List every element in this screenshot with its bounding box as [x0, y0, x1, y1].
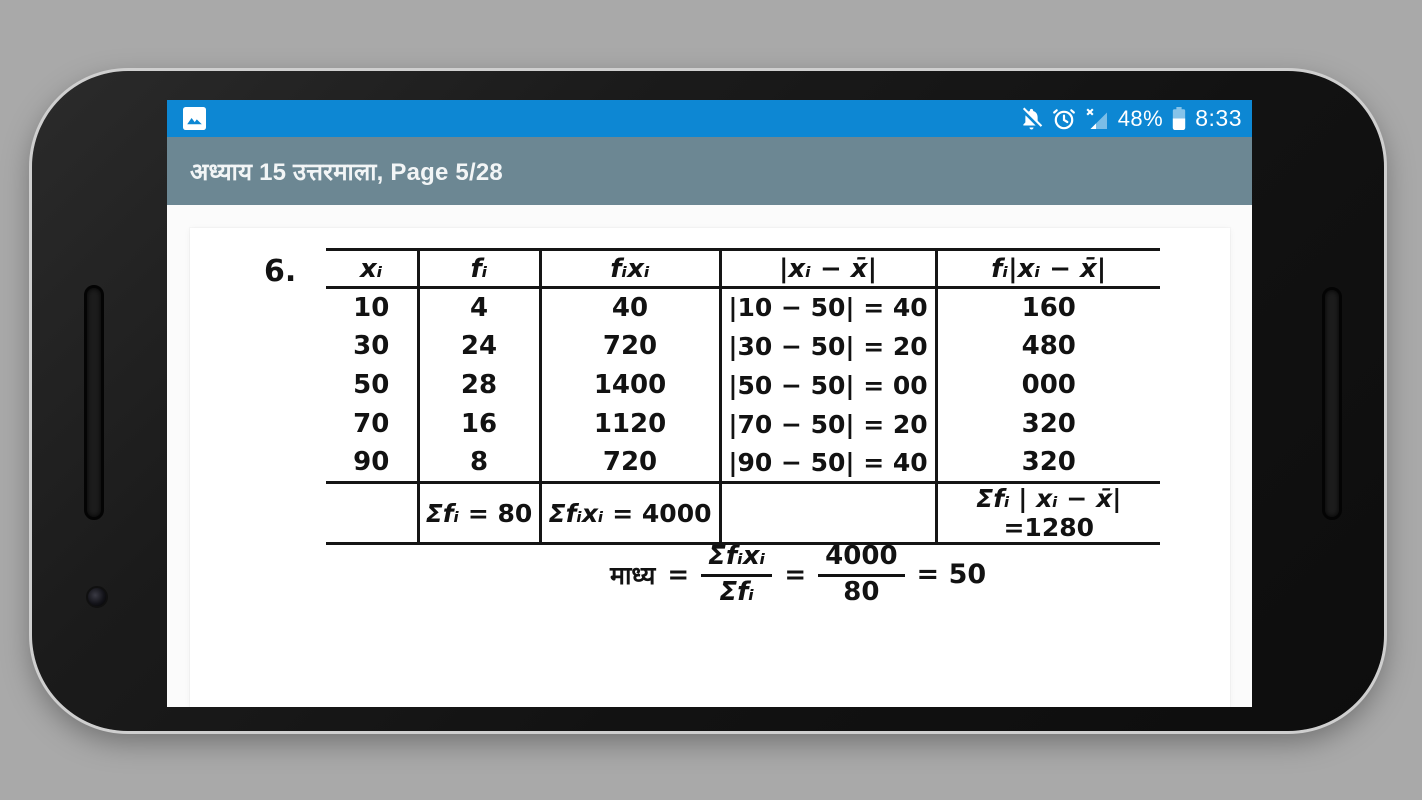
mean-formula	[610, 542, 986, 608]
cell: 70	[353, 409, 390, 439]
document-page	[190, 228, 1230, 707]
table-row	[326, 366, 1160, 405]
cell	[720, 483, 936, 544]
status-bar-right-cluster	[1020, 105, 1242, 132]
cell: 40	[540, 288, 720, 327]
document-viewport[interactable]	[167, 205, 1252, 707]
table-row	[326, 327, 1160, 366]
total-fi-abs-dev: Σfᵢ | xᵢ − x̄| =1280	[936, 483, 1160, 544]
cellular-signal-x-icon	[1085, 107, 1109, 131]
formula-result: = 50	[916, 559, 987, 591]
header-fi: fᵢ	[418, 250, 540, 288]
cell: 4	[418, 288, 540, 327]
table-row	[326, 288, 1160, 327]
app-header	[167, 137, 1252, 205]
cell: 720	[540, 444, 720, 483]
phone-screen	[167, 100, 1252, 707]
cell: 8	[418, 444, 540, 483]
mean-label: माध्य	[610, 561, 656, 590]
gallery-icon	[183, 107, 206, 130]
cell: 000	[936, 366, 1160, 405]
cell: 1120	[540, 405, 720, 444]
cell: |50 − 50| = 00	[720, 366, 936, 405]
total-fi: Σfᵢ = 80	[418, 483, 540, 544]
page-title: अध्याय 15 उत्तरमाला, Page 5/28	[190, 158, 503, 186]
header-fi-abs-dev: fᵢ|xᵢ − x̄|	[936, 250, 1160, 288]
cell: 320	[936, 444, 1160, 483]
phone-frame	[32, 71, 1384, 731]
header-abs-dev: |xᵢ − x̄|	[720, 250, 936, 288]
battery-percent-label: 48%	[1117, 105, 1164, 131]
left-speaker-grille-icon	[84, 285, 104, 520]
front-camera-icon	[86, 586, 108, 608]
equals-sign: =	[784, 559, 807, 590]
cell: 50	[353, 370, 390, 400]
total-fixi: Σfᵢxᵢ = 4000	[540, 483, 720, 544]
table-totals-row	[326, 483, 1160, 544]
cell: 320	[936, 405, 1160, 444]
cell: |90 − 50| = 40	[720, 444, 936, 483]
header-xi: xᵢ	[326, 250, 418, 288]
cell: 160	[936, 288, 1160, 327]
table-header-row	[326, 250, 1160, 288]
cell: 30	[353, 331, 390, 361]
cell: 24	[418, 327, 540, 366]
cell	[326, 483, 418, 544]
table-row	[326, 444, 1160, 483]
cell: 90	[353, 447, 390, 478]
cell: 10	[353, 292, 390, 323]
cell: 28	[418, 366, 540, 405]
status-bar	[167, 100, 1252, 137]
cell: 480	[936, 327, 1160, 366]
cell: 1400	[540, 366, 720, 405]
alarm-clock-icon	[1052, 107, 1076, 131]
cell: 720	[540, 327, 720, 366]
cell: |10 − 50| = 40	[720, 288, 936, 327]
fraction-symbolic: $\frac{\text{Σfᵢxᵢ}}{\text{Σfᵢ}}$	[701, 542, 772, 608]
cell: 16	[418, 405, 540, 444]
cell: |30 − 50| = 20	[720, 327, 936, 366]
table-row	[326, 405, 1160, 444]
equals-sign: =	[667, 559, 690, 590]
right-speaker-grille-icon	[1322, 287, 1342, 520]
notifications-off-icon	[1020, 106, 1043, 131]
cell: |70 − 50| = 20	[720, 405, 936, 444]
battery-icon	[1172, 107, 1186, 130]
clock-label: 8:33	[1195, 105, 1242, 131]
header-fixi: fᵢxᵢ	[540, 250, 720, 288]
problem-number: 6.	[264, 254, 297, 289]
mean-deviation-table	[326, 248, 1160, 545]
fraction-numeric: $\frac{4000}{80}$	[818, 542, 904, 608]
